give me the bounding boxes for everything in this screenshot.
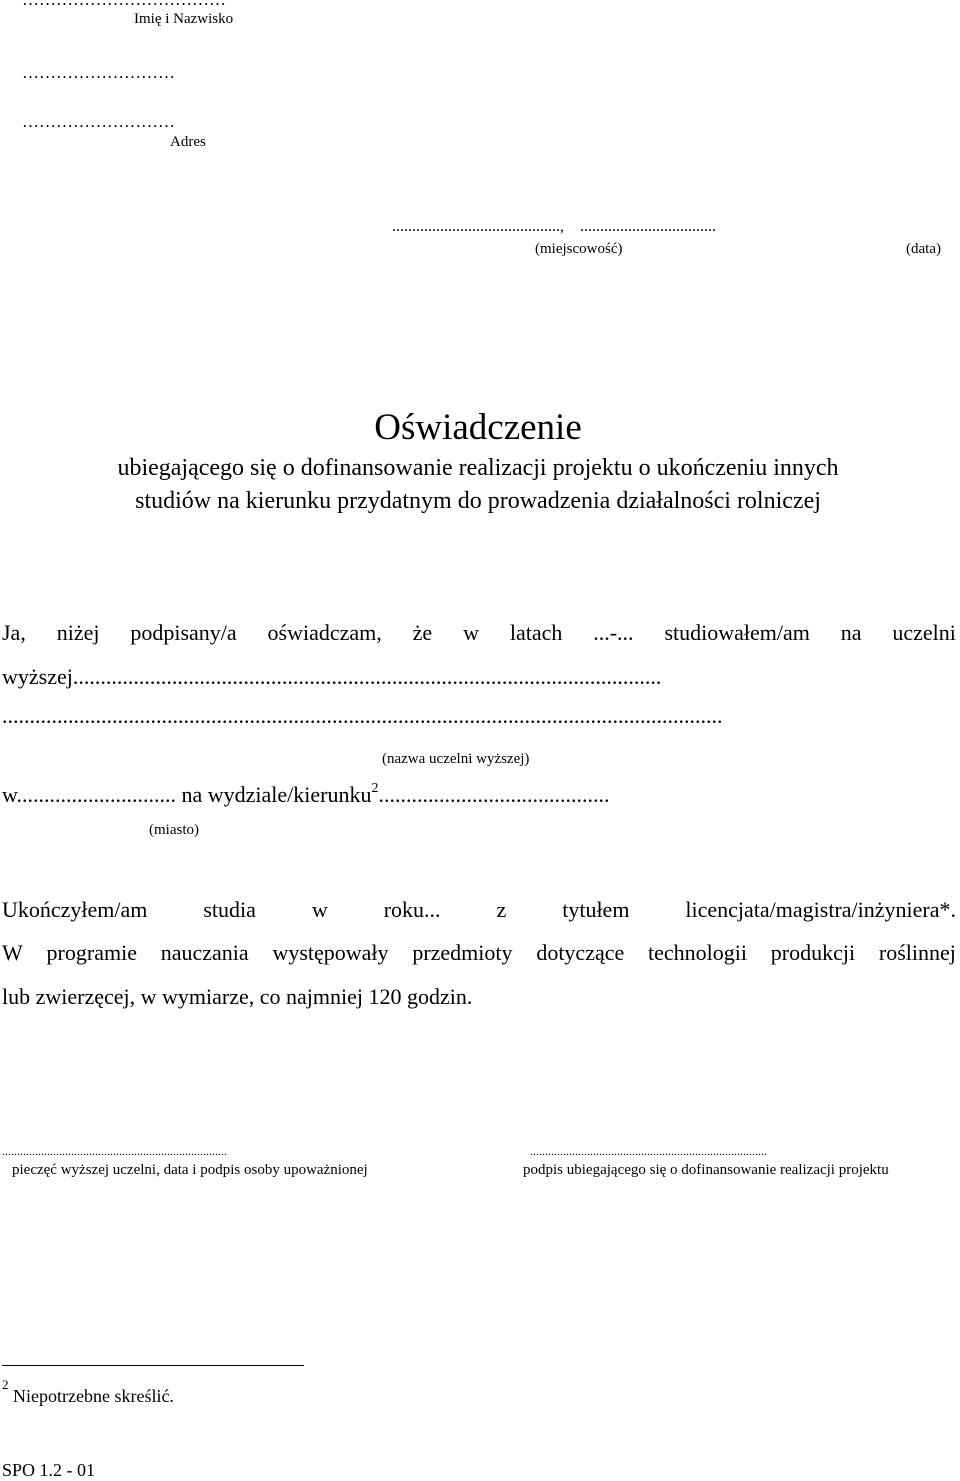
document-subtitle-line-2: studiów na kierunku przydatnym do prowadzenia działalności rolniczej — [135, 488, 821, 514]
document-title: Oświadczenie — [374, 407, 582, 448]
word: W — [2, 940, 23, 965]
year-blank: roku... — [383, 897, 441, 922]
place-label: (miejscowość) — [535, 241, 623, 257]
word: przedmioty — [412, 940, 513, 965]
footnote-number: 2 — [2, 1377, 9, 1392]
degree-options: licencjata/magistra/inżyniera*. — [685, 897, 956, 922]
left-signature-dotted-line: ........................................................................... — [2, 1144, 227, 1158]
city-faculty-line — [2, 782, 609, 808]
word: że — [412, 620, 433, 645]
faculty-blank: .......................................... — [378, 782, 610, 807]
word: na — [840, 620, 862, 645]
address-dotted-line-1: ……………………… — [22, 63, 175, 82]
word: podpisany/a — [130, 620, 237, 645]
word: latach — [509, 620, 563, 645]
word: studiowałem/am — [664, 620, 810, 645]
word: Ukończyłem/am — [2, 897, 148, 922]
word: niżej — [56, 620, 100, 645]
name-dotted-line — [22, 0, 226, 10]
left-signature-label: pieczęć wyższej uczelni, data i podpis osoby upoważnionej — [12, 1162, 368, 1178]
document-subtitle-line-1: ubiegającego się o dofinansowanie realizacji projektu o ukończeniu innych — [117, 455, 839, 481]
right-signature-label: podpis ubiegającego się o dofinansowanie realizacji projektu — [523, 1162, 889, 1178]
word: technologii — [648, 940, 748, 965]
statement-line-1 — [2, 620, 956, 646]
city-label: (miasto) — [149, 822, 199, 838]
footnote-text: Niepotrzebne skreślić. — [13, 1386, 174, 1406]
word: uczelni — [892, 620, 956, 645]
university-blank-line-1: wyższej........................................................................................................... — [2, 664, 662, 689]
date-label: (data) — [906, 241, 941, 257]
name-label: Imię i Nazwisko — [134, 11, 234, 27]
right-signature-dotted-line: ............................................................................... — [530, 1144, 767, 1158]
place-date-dotted-line: .........................................., .................................. — [392, 218, 716, 235]
word: dotyczące — [536, 940, 625, 965]
word: w — [311, 897, 328, 922]
curriculum-line — [2, 940, 956, 966]
address-label: Adres — [170, 134, 206, 150]
footnote-reference: 2 — [371, 780, 379, 796]
city-faculty-prefix: w............................. na wydziale/kierunku — [2, 782, 372, 807]
word: studia — [203, 897, 256, 922]
form-code: SPO 1.2 - 01 — [2, 1460, 96, 1480]
word: programie — [46, 940, 137, 965]
university-blank-line-2: ................................................................................................................................... — [2, 703, 723, 728]
word: występowały — [272, 940, 389, 965]
years-blank: ...-... — [593, 620, 634, 645]
graduation-line — [2, 897, 956, 923]
word: Ja, — [2, 620, 26, 645]
word: roślinnej — [878, 940, 956, 965]
footnote-separator — [2, 1365, 304, 1366]
word: w — [463, 620, 479, 645]
address-dotted-line-2: ……………………… — [22, 112, 175, 131]
word: produkcji — [770, 940, 856, 965]
word: z — [496, 897, 507, 922]
word: nauczania — [160, 940, 249, 965]
curriculum-line-end: lub zwierzęcej, w wymiarze, co najmniej 120 godzin. — [2, 984, 473, 1009]
university-name-label: (nazwa uczelni wyższej) — [382, 751, 530, 767]
word: oświadczam, — [267, 620, 382, 645]
word: tytułem — [562, 897, 630, 922]
